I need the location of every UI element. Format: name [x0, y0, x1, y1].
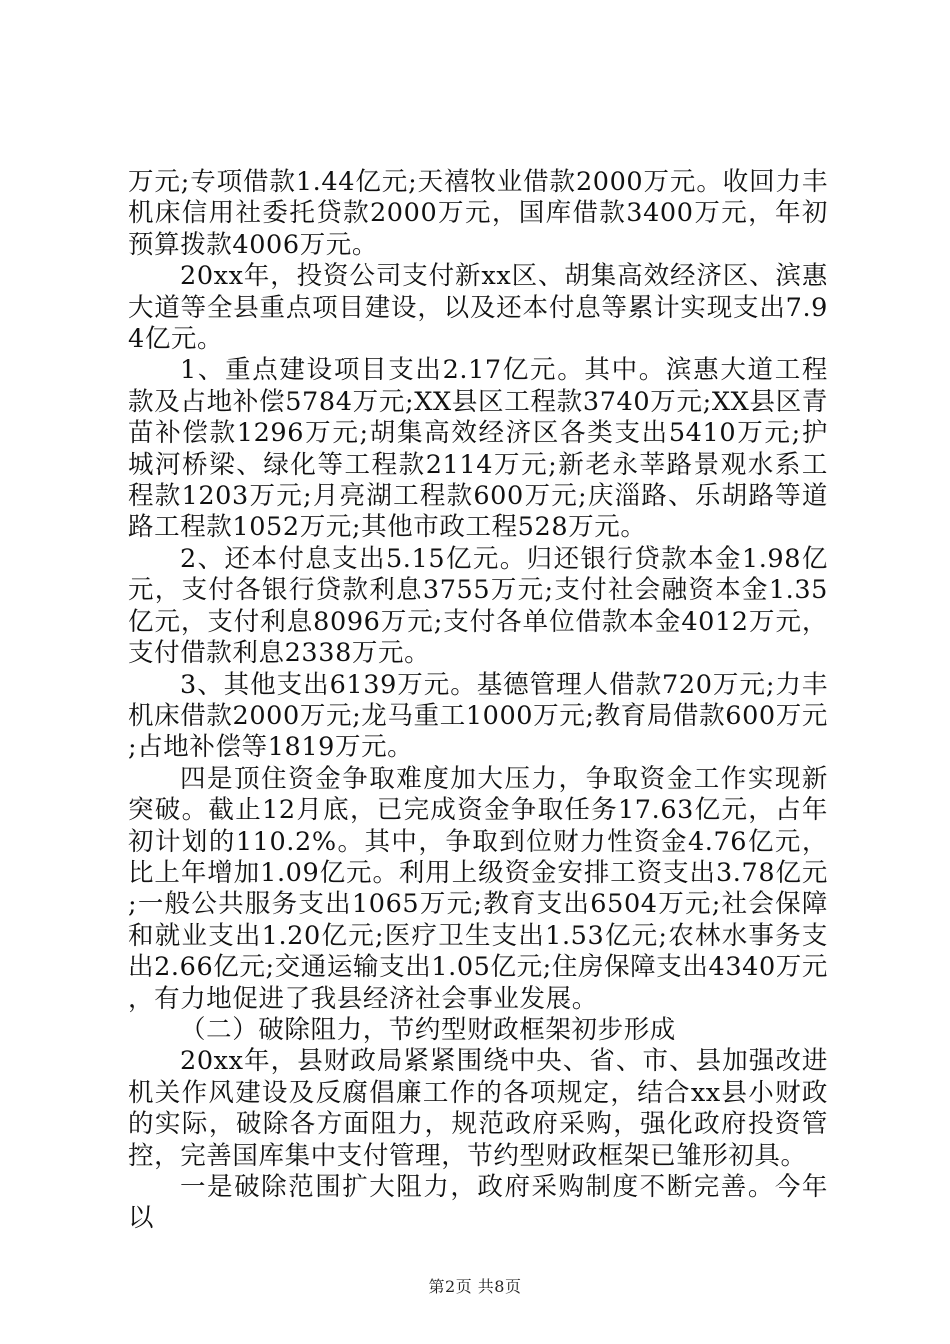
paragraph-4: 2、还本付息支出5.15亿元。归还银行贷款本金1.98亿元，支付各银行贷款利息3755万元;支付社会融资本金1.35亿元，支付利息8096万元;支付各单位借款本金4012万元，支付借款利息2338万元。 — [128, 543, 828, 669]
paragraph-8: 一是破除范围扩大阻力，政府采购制度不断完善。今年以 — [128, 1172, 828, 1234]
paragraph-1: 万元;专项借款1.44亿元;天禧牧业借款2000万元。收回力丰机床信用社委托贷款2000万元，国库借款3400万元，年初预算拨款4006万元。 — [128, 167, 828, 260]
paragraph-2: 20xx年，投资公司支付新xx区、胡集高效经济区、滨惠大道等全县重点项目建设，以及还本付息等累计实现支出7.94亿元。 — [128, 261, 828, 355]
paragraph-5: 3、其他支出6139万元。基德管理人借款720万元;力丰机床借款2000万元;龙马重工1000万元;教育局借款600万元;占地补偿等1819万元。 — [128, 669, 828, 763]
paragraph-7: 20xx年，县财政局紧紧围绕中央、省、市、县加强改进机关作风建设及反腐倡廉工作的各项规定，结合xx县小财政的实际，破除各方面阻力，规范政府采购，强化政府投资管控，完善国库集中支付管理，节约型财政框架已雏形初具。 — [128, 1046, 828, 1171]
page-number: 第2页 共8页 — [428, 1277, 522, 1296]
paragraph-6: 四是顶住资金争取难度加大压力，争取资金工作实现新突破。截止12月底，已完成资金争取任务17.63亿元，占年初计划的110.2%。其中，争取到位财力性资金4.76亿元，比上年增加1.09亿元。利用上级资金安排工资支出3.78亿元;一般公共服务支出1065万元;教育支出6504万元;社会保障和就业支出1.20亿元;医疗卫生支出1.53亿元;农林水事务支出2.66亿元;交通运输支出1.05亿元;住房保障支出4340万元，有力地促进了我县经济社会事业发展。 — [128, 763, 828, 1014]
paragraph-3: 1、重点建设项目支出2.17亿元。其中。滨惠大道工程款及占地补偿5784万元;XX县区工程款3740万元;XX县区青苗补偿款1296万元;胡集高效经济区各类支出5410万元;护城河桥梁、绿化等工程款2114万元;新老永莘路景观水系工程款1203万元;月亮湖工程款600万元;庆淄路、乐胡路等道路工程款1052万元;其他市政工程528万元。 — [128, 355, 828, 543]
page-footer — [0, 1274, 950, 1297]
document-body — [128, 167, 828, 1235]
section-heading: （二）破除阻力，节约型财政框架初步形成 — [180, 1014, 676, 1045]
